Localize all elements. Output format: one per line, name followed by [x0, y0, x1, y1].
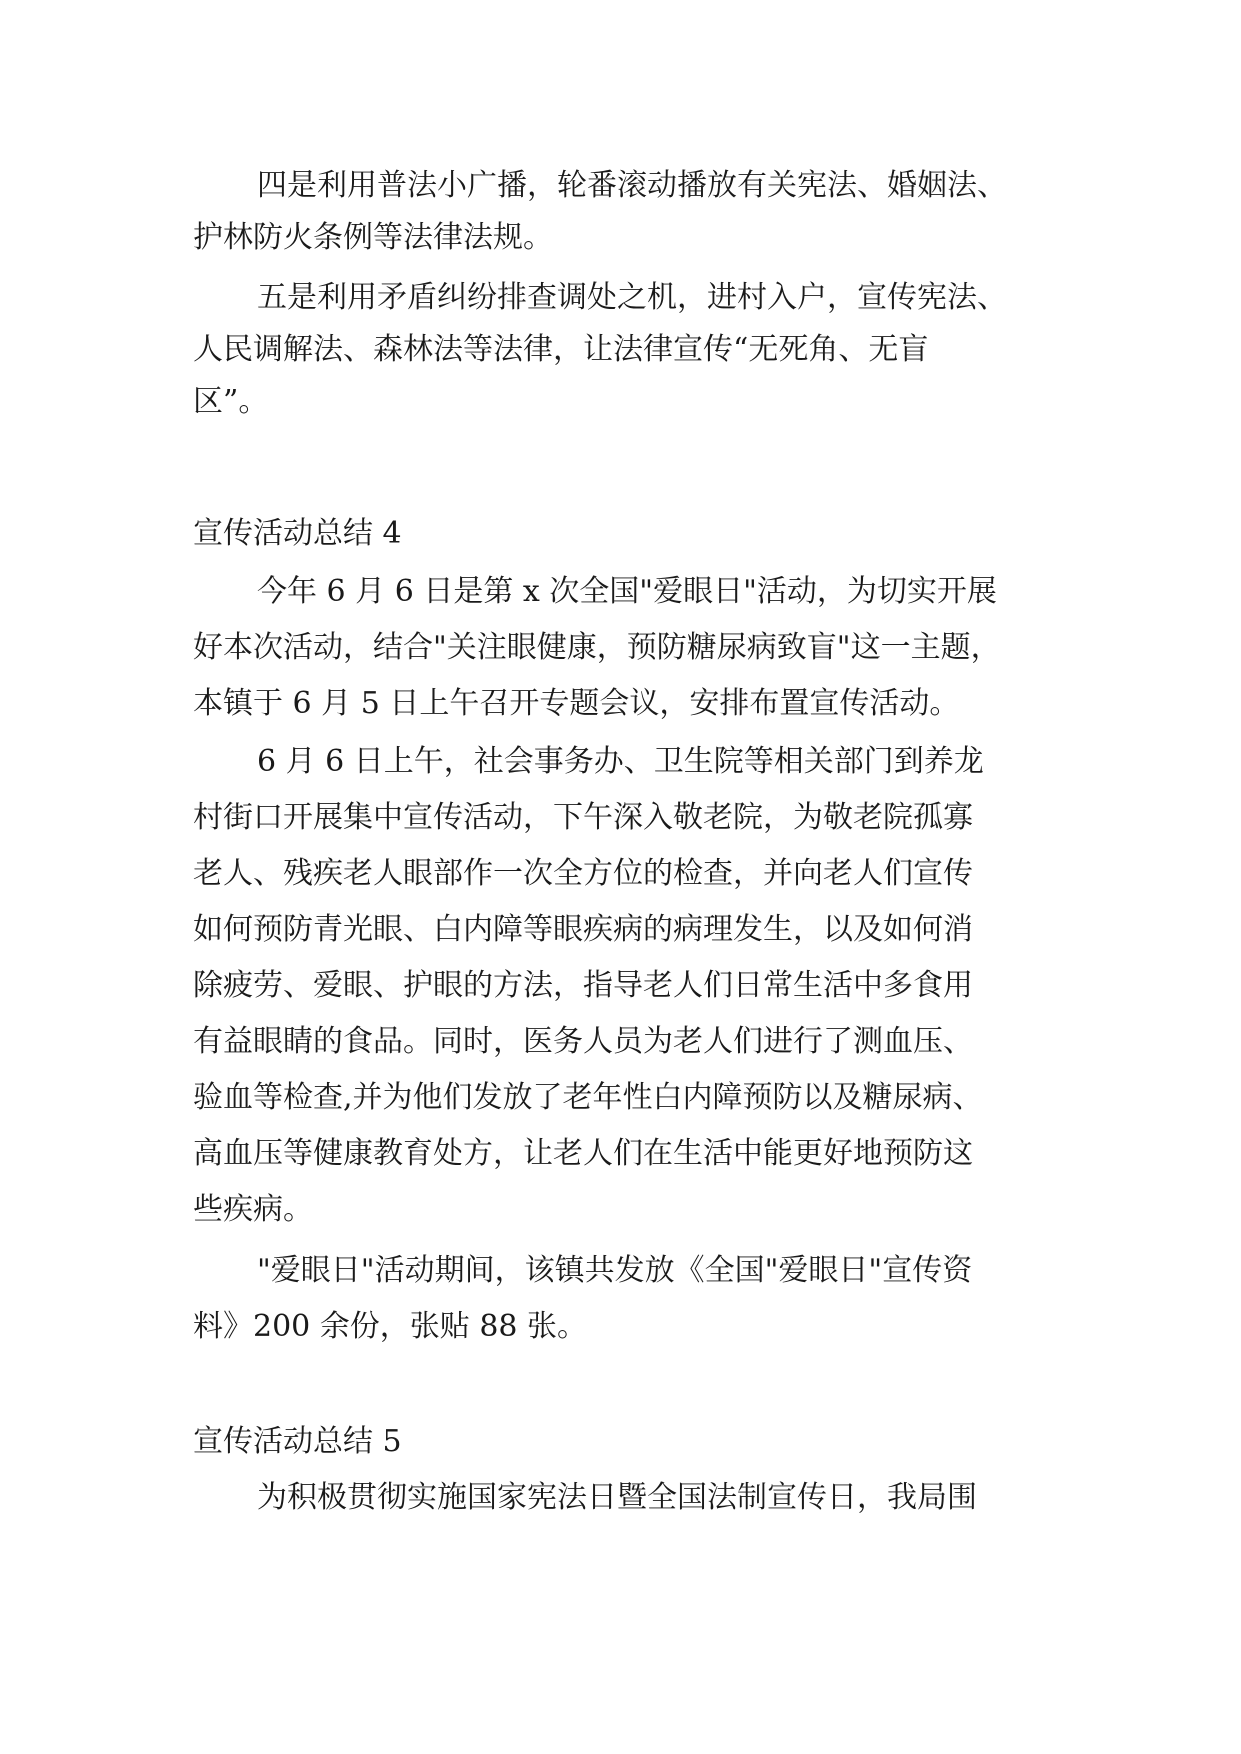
paragraph-line: 高血压等健康教育处方，让老人们在生活中能更好地预防这: [193, 1136, 973, 1171]
paragraph-line: 五是利用矛盾纠纷排查调处之机，进村入户，宣传宪法、: [257, 280, 1007, 315]
paragraph-line: 老人、残疾老人眼部作一次全方位的检查，并向老人们宣传: [193, 856, 973, 891]
paragraph-line: 好本次活动，结合"关注眼健康，预防糖尿病致盲"这一主题，: [193, 630, 1001, 665]
paragraph-line: 护林防火条例等法律法规。: [193, 220, 553, 255]
paragraph-line: 四是利用普法小广播，轮番滚动播放有关宪法、婚姻法、: [257, 168, 1007, 203]
paragraph-line: 有益眼睛的食品。同时，医务人员为老人们进行了测血压、: [193, 1024, 973, 1059]
paragraph-line: 6 月 6 日上午，社会事务办、卫生院等相关部门到养龙: [257, 744, 984, 779]
paragraph-line: 验血等检查,并为他们发放了老年性白内障预防以及糖尿病、: [193, 1080, 983, 1115]
paragraph-line: 村街口开展集中宣传活动，下午深入敬老院，为敬老院孤寡: [193, 800, 973, 835]
paragraph-line: 今年 6 月 6 日是第 x 次全国"爱眼日"活动，为切实开展: [257, 574, 997, 609]
paragraph-line: 些疾病。: [193, 1192, 313, 1227]
paragraph-line: 区”。: [193, 384, 269, 419]
paragraph-line: 为积极贯彻实施国家宪法日暨全国法制宣传日，我局围: [257, 1480, 977, 1515]
paragraph-line: 除疲劳、爱眼、护眼的方法，指导老人们日常生活中多食用: [193, 968, 973, 1003]
paragraph-line: 如何预防青光眼、白内障等眼疾病的病理发生，以及如何消: [193, 912, 973, 947]
paragraph-line: 料》200 余份，张贴 88 张。: [193, 1309, 588, 1344]
section-heading: 宣传活动总结 5: [193, 1424, 402, 1459]
paragraph-line: "爱眼日"活动期间，该镇共发放《全国"爱眼日"宣传资: [257, 1253, 973, 1288]
section-heading: 宣传活动总结 4: [193, 516, 402, 551]
paragraph-line: 本镇于 6 月 5 日上午召开专题会议，安排布置宣传活动。: [193, 686, 960, 721]
paragraph-line: 人民调解法、森林法等法律，让法律宣传“无死角、无盲: [193, 332, 929, 367]
